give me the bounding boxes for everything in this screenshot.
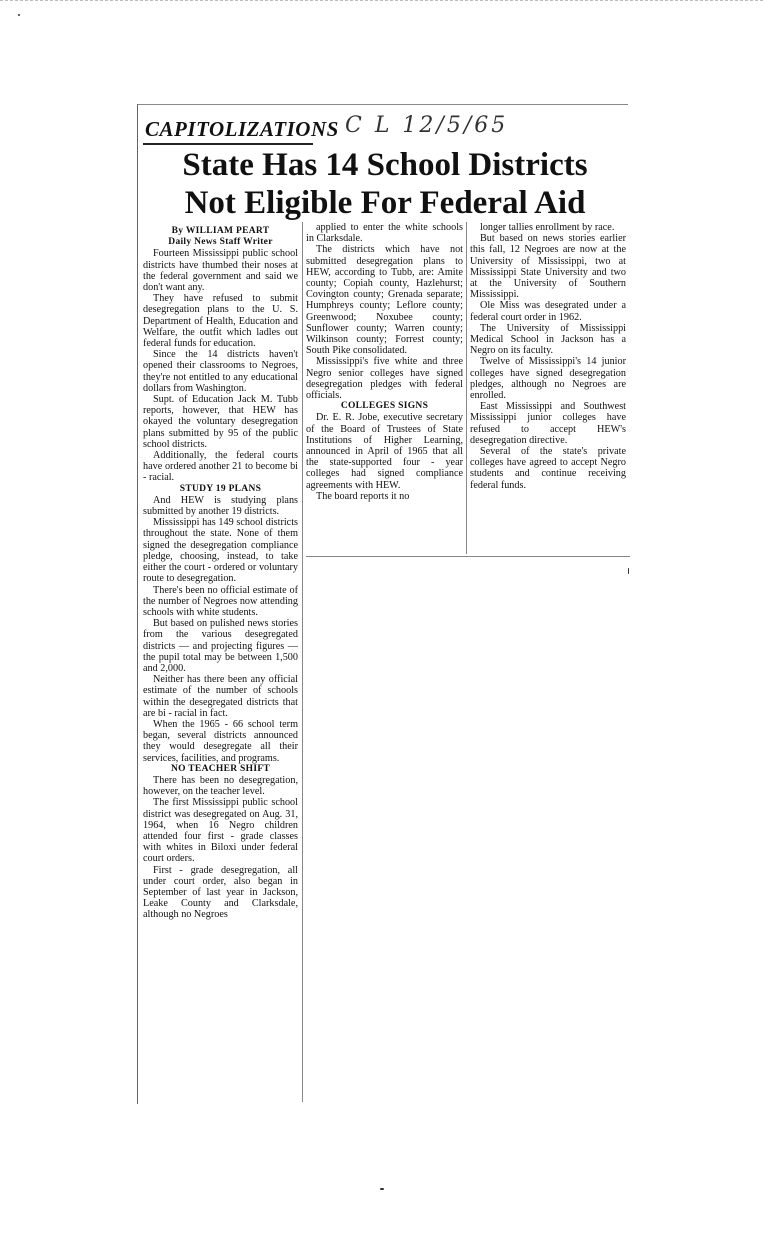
article-paragraph: Several of the state's private colleges have agreed to accept Negro students and continue receiving federal funds. <box>470 446 626 491</box>
column-rule <box>466 222 467 554</box>
article-paragraph: They have refused to submit desegregation plans to the U. S. Department of Health, Education and Welfare, the outfit which ladles out federal funds for education. <box>143 293 298 350</box>
article-paragraph: Additionally, the federal courts have ordered another 21 to become bi - racial. <box>143 450 298 484</box>
page-top-edge <box>0 0 763 1</box>
article-paragraph: Dr. E. R. Jobe, executive secretary of the Board of Trustees of State Institutions of Higher Learning, announced in April of 1965 that all the state-supported four - year colleges had signed compliance agreements with HEW. <box>306 412 463 491</box>
column-1-paragraphs-b <box>143 495 298 764</box>
article-paragraph: First - grade desegregation, all under court order, also began in September of last year in Jackson, Leake County and Clarksdale, although no Negroes <box>143 864 298 921</box>
byline-role: Daily News Staff Writer <box>168 237 273 248</box>
article-paragraph: Ole Miss was desegrated under a federal court order in 1962. <box>470 300 626 323</box>
subhead-study-plans: STUDY 19 PLANS <box>179 483 262 494</box>
scan-speck <box>628 568 629 574</box>
byline-author: By WILLIAM PEART <box>171 226 270 236</box>
scan-speck <box>380 1188 384 1190</box>
article-paragraph: Twelve of Mississippi's 14 junior colleges have signed desegregation pledges, although no Negroes are enrolled. <box>470 356 626 402</box>
article-paragraph: The first Mississippi public school district was desegregated on Aug. 31, 1964, when 16 Negro children attended four first - grade classes with whites in Biloxi under federal court orders. <box>143 797 298 865</box>
article-paragraph: There's been no official estimate of the number of Negroes now attending schools with white students. <box>143 584 298 618</box>
article-paragraph: The board reports it no <box>316 490 410 502</box>
article-paragraph: Mississippi has 149 school districts throughout the state. None of them signed the desegregation compliance pledge, choosing, instead, to take either the court - ordered or voluntary route to desegregation. <box>143 517 298 585</box>
column-1-paragraphs-c <box>143 775 298 921</box>
subhead-colleges-signs: COLLEGES SIGNS <box>340 401 429 412</box>
article-paragraph: But based on pulished news stories from the various desegregated districts — and projecting figures — the pupil total may be between 1,500 and 2,000. <box>143 618 298 674</box>
article-column-1 <box>143 226 298 921</box>
column-1-paragraphs <box>143 248 298 483</box>
column-2-paragraphs <box>306 222 463 401</box>
article-paragraph: Mississippi's five white and three Negro senior colleges have signed desegregation pledges with federal officials. <box>306 356 463 402</box>
article-paragraph: Neither has there been any official estimate of the number of schools within the desegregated districts that are bi - racial in fact. <box>143 674 298 719</box>
article-column-3 <box>470 222 626 491</box>
article-paragraph: longer tallies enrollment by race. <box>480 222 615 233</box>
article-paragraph: East Mississippi and Southwest Mississippi junior colleges have refused to accept HEW's desegregation directive. <box>470 401 626 446</box>
article-paragraph: Fourteen Mississippi public school districts have thumbed their noses at the federal government and said we don't want any. <box>143 248 298 294</box>
article-paragraph: The University of Mississippi Medical School in Jackson has a Negro on its faculty. <box>470 322 626 357</box>
article-paragraph: When the 1965 - 66 school term began, several districts announced they would desegregate all their services, facilities, and programs. <box>143 718 298 764</box>
column-masthead: CAPITOLIZATIONS <box>145 117 339 141</box>
article-headline <box>140 146 630 222</box>
headline-line-2: Not Eligible For Federal Aid <box>184 185 586 221</box>
column-rule <box>302 222 303 1102</box>
article-paragraph: Since the 14 districts haven't opened their classrooms to Negroes, they're not entitled to any educational dollars from Washington. <box>143 349 298 394</box>
article-column-2 <box>306 222 463 502</box>
headline-line-1: State Has 14 School Districts <box>182 147 588 183</box>
clipping-left-edge <box>137 104 139 1104</box>
article-paragraph: Supt. of Education Jack M. Tubb reports, however, that HEW has okayed the voluntary desegregation plans submitted by 95 of the public school districts. <box>143 394 298 450</box>
article-paragraph: And HEW is studying plans submitted by another 19 districts. <box>143 494 298 518</box>
article-paragraph: applied to enter the white schools in Clarksdale. <box>306 222 463 245</box>
scan-speck <box>18 14 20 16</box>
article-end-rule <box>306 556 630 557</box>
article-paragraph: There has been no desegregation, however, on the teacher level. <box>143 774 298 798</box>
clipping-top-edge <box>138 104 628 105</box>
column-3-paragraphs <box>470 222 626 491</box>
subhead-no-teacher-shift: NO TEACHER SHIFT <box>170 763 271 774</box>
masthead-rule <box>143 143 313 145</box>
handwritten-date-note: C L 12/5/65 <box>345 113 509 138</box>
column-2-paragraphs-b <box>306 412 463 502</box>
article-paragraph: The districts which have not submitted desegregation plans to HEW, according to Tubb, are: Amite county; Copiah county, Hazlehurst; Covington county; Grenada separate; Humphreys county; Leflore county; Greenwood; Noxubee county; Sunflower county; Warren county; Wilkinson county; Forrest county; South Pike consolidated. <box>306 244 463 357</box>
article-paragraph: But based on news stories earlier this fall, 12 Negroes are now at the University of Mississippi, two at Mississippi State University and two at the University of Southern Mississippi. <box>470 233 626 301</box>
